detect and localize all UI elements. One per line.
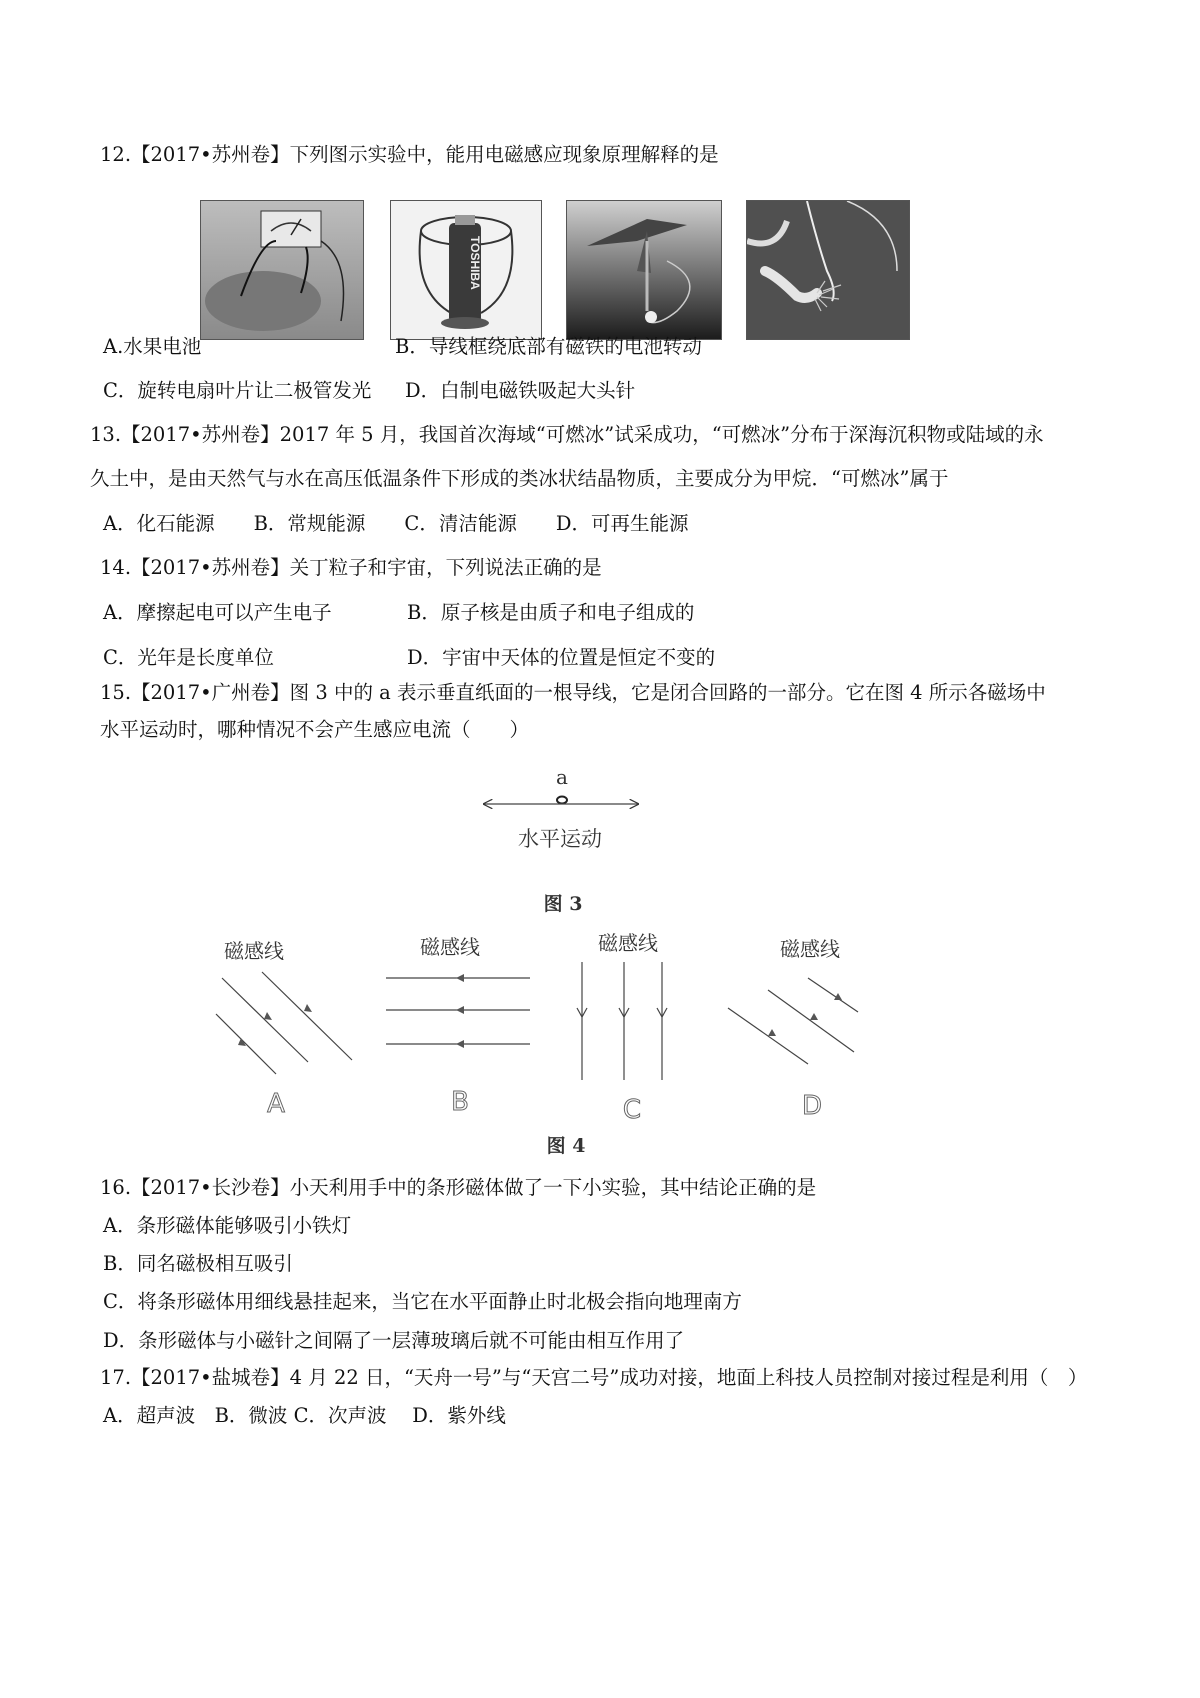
field-lines-a (216, 972, 352, 1074)
field-lines-d (728, 978, 858, 1064)
q12-option-d: D．白制电磁铁吸起大头针 (405, 379, 636, 402)
q12-stem: 12.【2017•苏州卷】下列图示实验中，能用电磁感应现象原理解释的是 (100, 143, 719, 166)
electromagnet-photo (746, 200, 910, 340)
q14-option-c: C．光年是长度单位 (103, 646, 274, 669)
fig3-caption: 图 3 (543, 893, 583, 915)
fan-diode-photo (566, 200, 722, 340)
q17-stem: 17.【2017•盐城卷】4 月 22 日，“天舟一号”与“天宫二号”成功对接，地面上科技人员控制对接过程是利用（ ） (100, 1366, 1088, 1389)
battery-brand-label: TOSHIBA (468, 236, 482, 290)
field-arrows-a (238, 1004, 312, 1046)
q13-stem-line1: 13.【2017•苏州卷】2017 年 5 月，我国首次海域“可燃冰”试采成功，“可燃冰”分布于深海沉积物或陆域的永 (90, 423, 1044, 446)
q15-stem-line2: 水平运动时，哪种情况不会产生感应电流（ ） (100, 718, 530, 741)
field-lines-c (582, 962, 662, 1080)
fig3-motion-label: 水平运动 (518, 827, 602, 851)
q16-option-d: D．条形磁体与小磁针之间隔了一层薄玻璃后就不可能由相互作用了 (103, 1329, 685, 1352)
field-arrows-c (577, 1008, 667, 1017)
fig4-c-field-label: 磁感线 (598, 931, 658, 955)
q14-option-b: B．原子核是由质子和电子组成的 (407, 601, 695, 624)
field-lines-b (386, 978, 530, 1044)
q14-option-d: D．宇宙中天体的位置是恒定不变的 (407, 646, 716, 669)
fig4-caption: 图 4 (546, 1135, 586, 1157)
q16-option-b: B．同名磁极相互吸引 (103, 1252, 293, 1275)
wire-cross-section (557, 797, 567, 804)
q12-option-c: C．旋转电扇叶片让二极管发光 (103, 379, 372, 402)
panel-label-a: A (267, 1089, 285, 1119)
fig3-wire-label: a (556, 765, 568, 789)
q17-options: A．超声波 B．微波 C．次声波 D．紫外线 (103, 1404, 506, 1427)
field-arrows-d (768, 993, 842, 1036)
panel-label-b: B (451, 1087, 469, 1117)
q13-options: A．化石能源 B．常规能源 C．清洁能源 D．可再生能源 (103, 512, 689, 535)
battery-coil-photo (390, 200, 542, 340)
q13-stem-line2: 久土中，是由天然气与水在高压低温条件下形成的类冰状结晶物质，主要成分为甲烷．“可燃冰”属于 (90, 467, 949, 490)
q14-stem: 14.【2017•苏州卷】关丁粒子和宇宙，下列说法正确的是 (100, 556, 602, 579)
fruit-battery-photo (200, 200, 364, 340)
fig4-d-field-label: 磁感线 (780, 937, 840, 961)
field-arrows-b (456, 974, 464, 1048)
q16-option-c: C．将条形磁体用细线悬挂起来，当它在水平面静止时北极会指向地理南方 (103, 1290, 742, 1313)
panel-label-c: C (622, 1095, 642, 1125)
fig4-a-field-label: 磁感线 (224, 939, 284, 963)
q12-option-a: A.水果电池 (103, 335, 202, 358)
fig4-b-field-label: 磁感线 (420, 935, 480, 959)
panel-label-d: D (801, 1091, 823, 1121)
q16-stem: 16.【2017•长沙卷】小天利用手中的条形磁体做了一下小实验，其中结论正确的是 (100, 1176, 817, 1199)
q16-option-a: A．条形磁体能够吸引小铁灯 (103, 1214, 352, 1237)
q15-stem-line1: 15.【2017•广州卷】图 3 中的 a 表示垂直纸面的一根导线，它是闭合回路的一部分。它在图 4 所示各磁场中 (100, 681, 1046, 704)
q14-option-a: A．摩擦起电可以产生电子 (103, 601, 332, 624)
q12-option-b: B．导线框绕底部有磁铁的电池转动 (395, 335, 702, 358)
